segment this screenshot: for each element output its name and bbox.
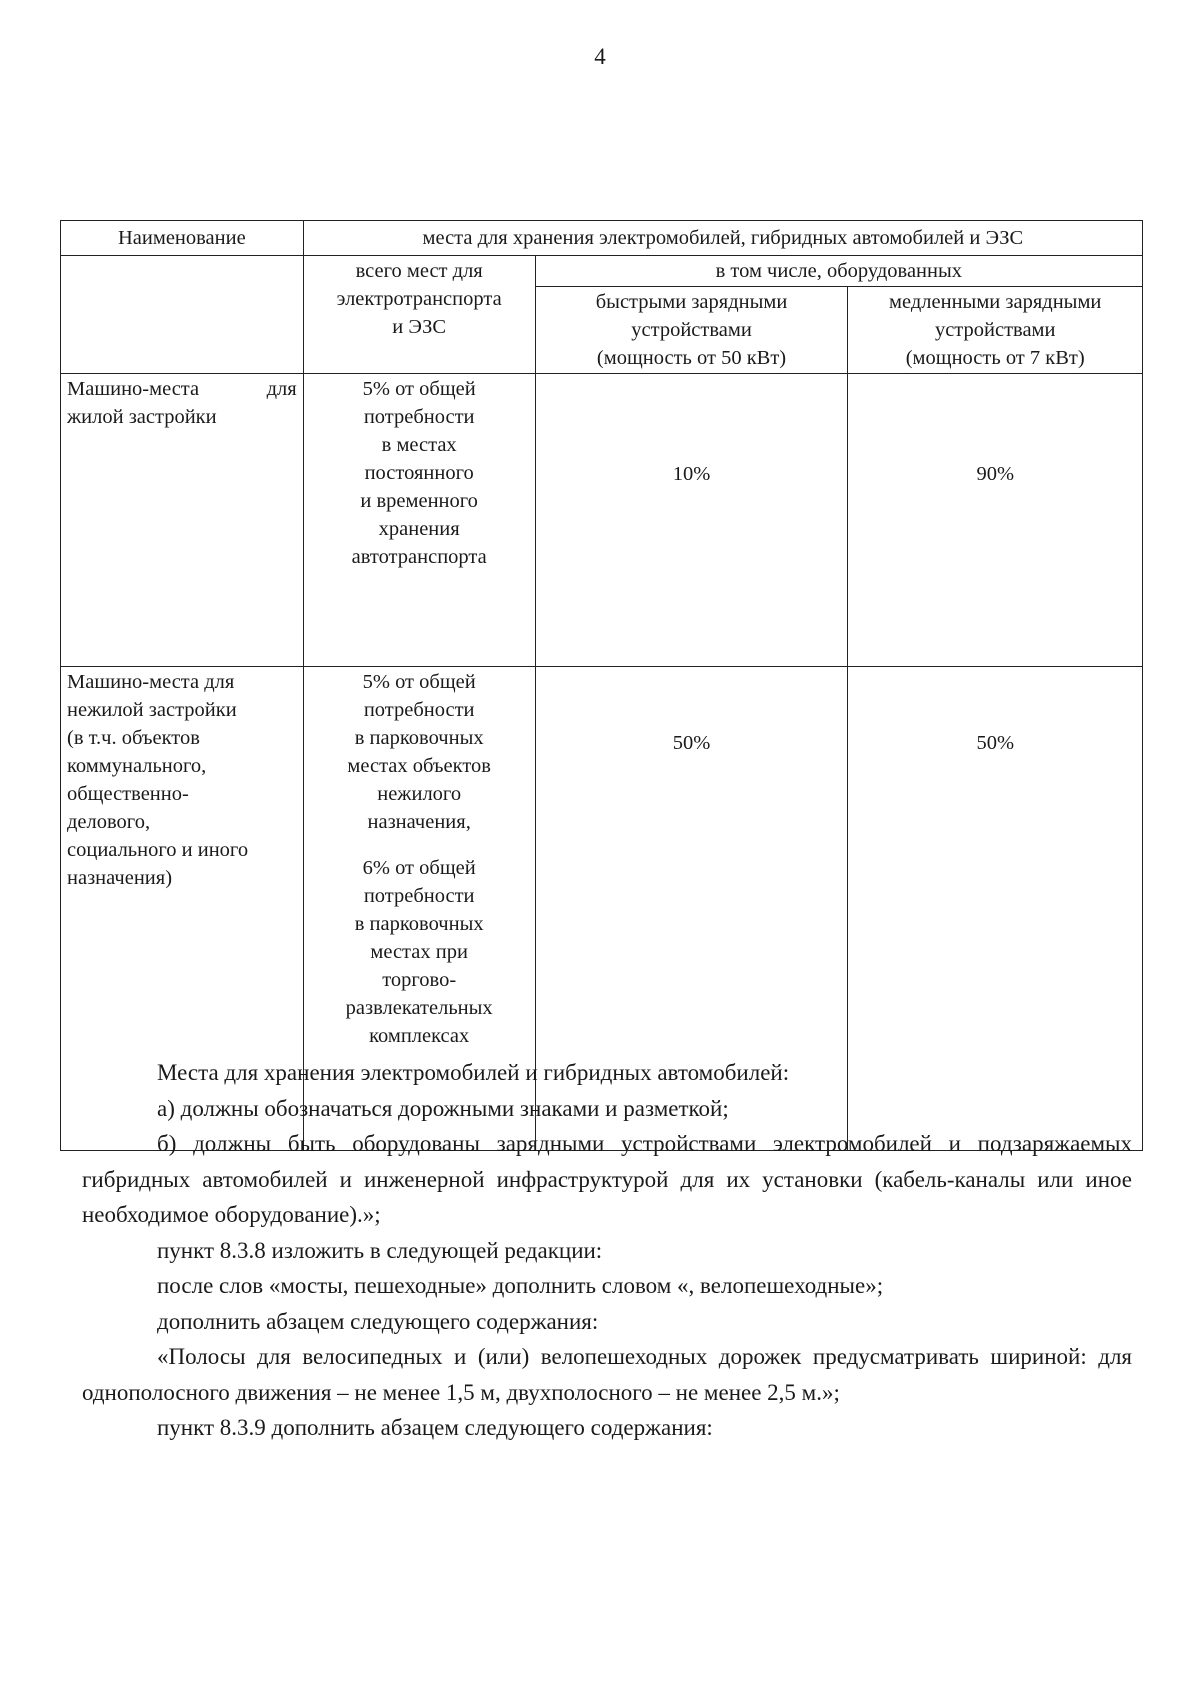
- row-fast-value: 10%: [535, 374, 848, 667]
- row-total-line: потребности: [363, 885, 475, 907]
- paragraph: Места для хранения электромобилей и гибридных автомобилей:: [157, 1060, 790, 1085]
- header-slow-line: (мощность от 7 кВт): [905, 347, 1085, 369]
- header-slow: [848, 287, 1143, 374]
- row-total-line: в местах: [381, 434, 457, 456]
- paragraph: «Полосы для велосипедных и (или) велопешеходных дорожек предусматривать шириной: для однополосного движения – не менее 1,5 м, двухполосного – не менее 2,5 м.»;: [82, 1344, 1132, 1405]
- table-subheader-row: [61, 256, 1143, 287]
- row-total-line: потребности: [363, 699, 475, 721]
- row-total-line: и временного: [360, 490, 478, 512]
- row-name-cell: [61, 374, 304, 667]
- header-subgroup: в том числе, оборудованных: [535, 256, 1142, 287]
- row-total-line: местах при: [370, 941, 468, 963]
- row-slow-value: 50%: [848, 667, 1143, 1151]
- row-total-cell: [303, 374, 535, 667]
- header-fast-line: быстрыми зарядными: [595, 291, 788, 313]
- table-header-row: [61, 221, 1143, 256]
- header-fast: [535, 287, 848, 374]
- row-total-line: в парковочных: [354, 913, 484, 935]
- header-fast-line: (мощность от 50 кВт): [596, 347, 787, 369]
- row-total-line: назначения,: [367, 811, 471, 833]
- table-row: [61, 374, 1143, 667]
- paragraph: пункт 8.3.8 изложить в следующей редакции:: [157, 1237, 603, 1263]
- row-total-line: потребности: [363, 406, 475, 428]
- row-total-line: местах объектов: [347, 755, 491, 777]
- paragraph: б) должны быть оборудованы зарядными устройствами электромобилей и подзаряжаемых гибридных автомобилей и инженерной инфраструктурой для их установки (кабель-каналы или иное необходимое оборудование).»;: [82, 1131, 1132, 1227]
- row-total-gap: [310, 836, 529, 854]
- row-total-line: развлекательных: [345, 997, 493, 1019]
- row-name-line: делового,: [67, 811, 151, 833]
- row-name-line: Машино-места для: [67, 671, 235, 693]
- header-total-line: всего мест для: [355, 260, 483, 282]
- row-total-line: 6% от общей: [362, 857, 476, 879]
- header-total-line: и ЭЗС: [392, 316, 447, 338]
- row-name-line: нежилой застройки: [67, 699, 237, 721]
- header-name-empty: [61, 256, 304, 374]
- header-name: Наименование: [61, 221, 304, 256]
- page-number: 4: [594, 44, 606, 69]
- header-total: [303, 256, 535, 374]
- header-slow-line: устройствами: [934, 319, 1056, 341]
- row-total-line: нежилого: [377, 783, 462, 805]
- paragraph: дополнить абзацем следующего содержания:: [157, 1308, 599, 1334]
- row-name-line: назначения): [67, 867, 173, 889]
- row-total-line: 5% от общей: [362, 671, 476, 693]
- ev-parking-table: [60, 220, 1143, 1151]
- document-body: [82, 1055, 1132, 1446]
- row-total-line: постоянного: [364, 462, 474, 484]
- row-fast-value: 50%: [535, 667, 848, 1151]
- row-name-line: социального и иного: [67, 839, 249, 861]
- row-total-line: хранения: [378, 518, 460, 540]
- row-name-line: общественно-: [67, 783, 189, 805]
- row-name-line: коммунального,: [67, 755, 207, 777]
- row-total-line: в парковочных: [354, 727, 484, 749]
- header-group: места для хранения электромобилей, гибридных автомобилей и ЭЗС: [303, 221, 1142, 256]
- paragraph: а) должны обозначаться дорожными знаками и разметкой;: [157, 1095, 729, 1121]
- paragraph: после слов «мосты, пешеходные» дополнить словом «, велопешеходные»;: [157, 1273, 884, 1298]
- row-total-line: автотранспорта: [351, 546, 487, 568]
- header-fast-line: устройствами: [631, 319, 752, 341]
- row-name-line: (в т.ч. объектов: [67, 727, 200, 749]
- row-name-line: жилой застройки: [67, 406, 217, 428]
- row-total-line: комплексах: [369, 1025, 470, 1047]
- header-total-line: электротранспорта: [336, 288, 502, 310]
- row-total-line: торгово-: [382, 969, 457, 991]
- header-slow-line: медленными зарядными: [889, 291, 1102, 313]
- row-slow-value: 90%: [848, 374, 1143, 667]
- row-total-line: 5% от общей: [362, 378, 476, 400]
- paragraph: пункт 8.3.9 дополнить абзацем следующего содержания:: [157, 1415, 713, 1440]
- row-name-line: Машино-места для: [67, 378, 297, 400]
